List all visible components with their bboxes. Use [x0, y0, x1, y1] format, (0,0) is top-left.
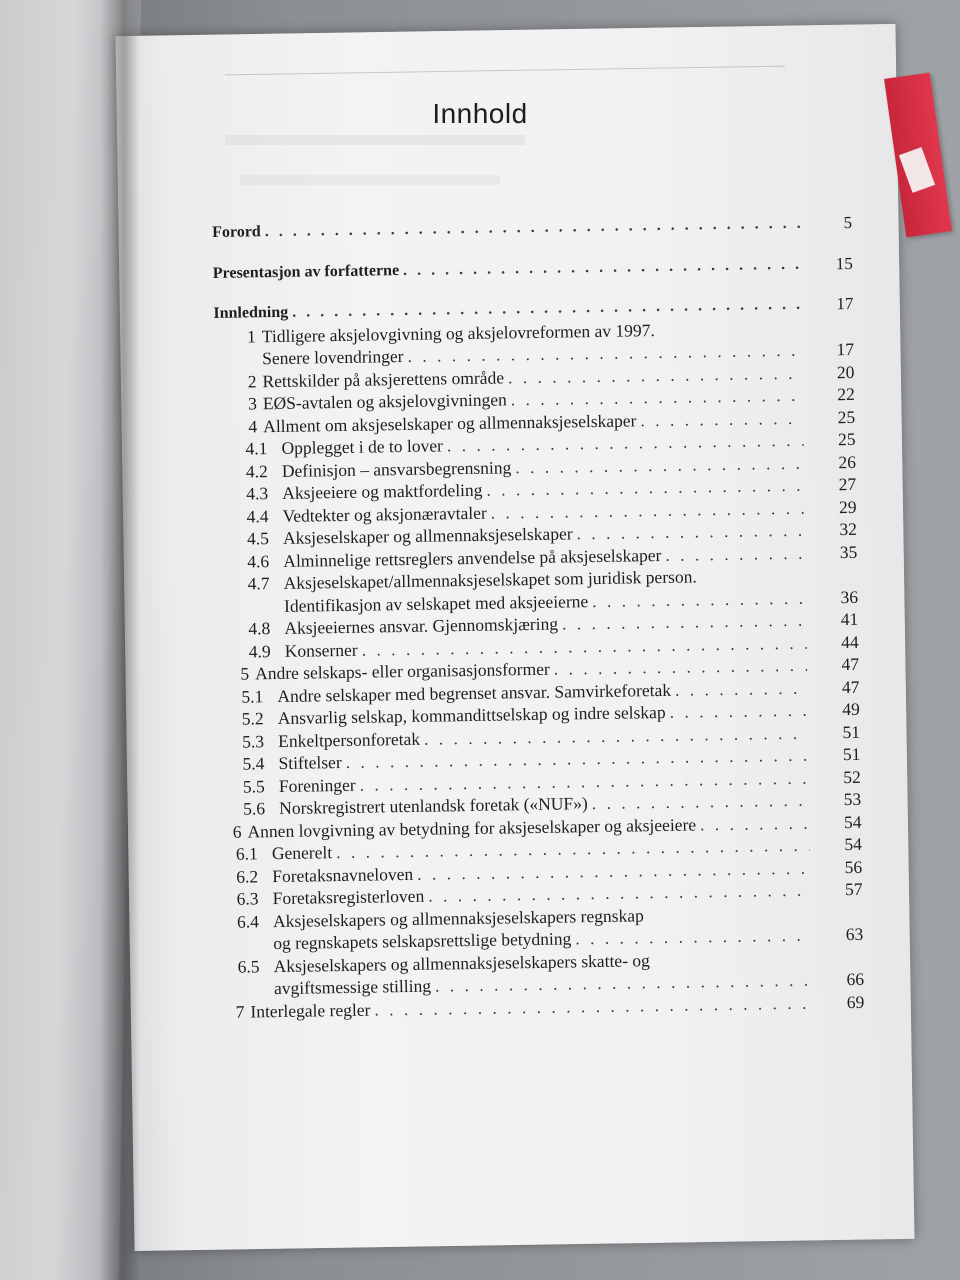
- toc-entry-number: 4.6: [247, 550, 270, 571]
- toc-entry-title: Rettskilder på aksjerettens område: [262, 366, 505, 391]
- toc-entry-title: Foreninger: [278, 774, 356, 796]
- toc-entry-title: Stiftelser: [278, 752, 342, 774]
- toc-entry-title: Foretaksnavneloven: [272, 863, 414, 886]
- toc-page-number: 36: [840, 586, 859, 607]
- toc-entry-title: Aksjeselskapers og allmennaksjeselskapers regnskap: [272, 904, 644, 931]
- toc-page-number: 15: [835, 253, 853, 273]
- toc-entry-title: Presentasjon av forfatterne: [212, 261, 400, 282]
- spine-shadow: [100, 0, 140, 1280]
- toc-page-number: 41: [840, 608, 859, 630]
- toc-entry-title: Alminnelige rettsreglers anvendelse på aksjeselskaper: [283, 544, 662, 571]
- toc-entry-title: Definisjon – ansvarsbegrensning: [281, 456, 512, 481]
- toc-entry-number: 3: [247, 393, 258, 414]
- toc-page-number: 17: [836, 338, 855, 360]
- toc-page-number: 44: [841, 631, 859, 652]
- toc-page-number: 66: [846, 968, 865, 990]
- toc-entry-title-cont: avgiftsmessige stilling: [273, 975, 432, 999]
- toc-page-number: 54: [844, 833, 863, 855]
- toc-page-number: 22: [837, 383, 855, 405]
- toc-entry-title: Andre selskaps- eller organisasjonsformer: [254, 658, 550, 684]
- toc-entry-title-cont: Identifikasjon av selskapet med aksjeeierne: [283, 590, 589, 616]
- show-through-shadow: [240, 175, 500, 185]
- toc-entry-number: 5.6: [243, 798, 266, 819]
- toc-entry-title: Konserner: [284, 639, 358, 661]
- toc-page-number: 47: [841, 653, 860, 675]
- toc-entry-title: Aksjeeiere og maktfordeling: [282, 479, 483, 503]
- toc-page-number: 54: [843, 811, 862, 832]
- toc-page-number: 25: [837, 428, 856, 450]
- toc-entry-number: 4.2: [245, 460, 268, 481]
- toc-entry-title: Foretaksregisterloven: [272, 885, 425, 909]
- toc-page-number: 47: [841, 676, 860, 697]
- toc-entry-title: Enkeltpersonforetak: [277, 728, 421, 751]
- toc-entry-title: Opplegget i de to lover: [281, 435, 444, 458]
- toc-entry-title: Vedtekter og aksjonæravtaler: [282, 502, 487, 526]
- dot-leader: [669, 699, 807, 724]
- toc-entry-title-cont: og regnskapets selskapsrettslige betydning: [273, 928, 572, 954]
- toc-page-number: 17: [836, 293, 854, 314]
- toc-entry-number: 5: [240, 663, 250, 684]
- toc-entry-number: 4.8: [248, 618, 271, 639]
- toc-page-number: 32: [839, 518, 858, 540]
- toc-entry-title: Forord: [212, 223, 261, 241]
- toc-page-number: 20: [836, 361, 855, 382]
- toc-entry-number: 4.1: [245, 438, 268, 459]
- toc-entry-title: Aksjeselskaper og allmennaksjeselskaper: [282, 523, 573, 548]
- toc-entry-title: Generelt: [271, 842, 333, 864]
- toc-page-number: 29: [838, 496, 857, 517]
- toc-entry-number: 6: [232, 821, 242, 842]
- toc-entry-number: 6.1: [235, 843, 258, 864]
- toc-entry-number: 5.4: [242, 753, 265, 774]
- toc-entry-number: 1: [246, 325, 256, 346]
- toc-entry-number: 4.5: [246, 528, 270, 549]
- toc-entry-title: Aksjeselskapet/allmennaksjeselskapet som juridisk person.: [283, 566, 697, 593]
- toc-page-number: 25: [837, 406, 856, 427]
- toc-entry-title: Annen lovgivning av betydning for aksjeselskaper og aksjeeiere: [247, 813, 697, 842]
- toc-entry-number: 5.1: [241, 685, 264, 707]
- toc-page-number: 35: [839, 541, 858, 562]
- toc-entry-number: 6.3: [236, 888, 259, 909]
- toc-entry-title: Norskregistrert utenlandsk foretak («NUF»): [279, 793, 588, 819]
- toc-entry-title: Andre selskaper med begrenset ansvar. Samvirkeforetak: [277, 679, 672, 706]
- toc-page-number: 51: [842, 743, 861, 765]
- dot-leader: [592, 586, 806, 612]
- toc-entry-number: 6.4: [236, 910, 260, 932]
- toc-entry-title: Allment om aksjeselskaper og allmennaksjeselskaper: [263, 409, 637, 436]
- toc-entry-number: 2: [247, 370, 257, 391]
- toc-entry-number: 5.2: [241, 708, 264, 729]
- toc-page-number: 69: [846, 991, 865, 1012]
- toc-entry-number: 4.7: [247, 573, 270, 594]
- toc-entry-number: 4.3: [246, 483, 269, 504]
- toc-entry-number: 6.5: [237, 955, 260, 977]
- toc-entry-title: Aksjeselskapers og allmennaksjeselskapers skatte- og: [273, 949, 650, 976]
- toc-page-number: 49: [842, 698, 860, 720]
- dot-leader: [665, 541, 805, 566]
- toc-page-number: 51: [842, 721, 861, 742]
- toc-page-number: 53: [843, 788, 862, 810]
- toc-page-number: 63: [845, 923, 864, 945]
- toc-entry-number: 7: [235, 1001, 245, 1022]
- toc-page-number: 57: [844, 878, 863, 900]
- page-title: Innhold: [432, 98, 528, 129]
- show-through-shadow: [225, 135, 525, 145]
- toc-entry-title: Tidligere aksjelovgivning og aksjelovreformen av 1997.: [261, 319, 655, 346]
- toc-entry-number: 5.5: [242, 775, 265, 797]
- toc-entry-title: Interlegale regler: [250, 999, 371, 1021]
- toc-page-number: 5: [843, 212, 853, 233]
- toc-entry-title: Ansvarlig selskap, kommandittselskap og indre selskap: [277, 701, 666, 729]
- dot-leader: [640, 406, 803, 431]
- toc-entry-number: 4.4: [246, 505, 269, 526]
- dot-leader: [700, 811, 810, 835]
- toc-page-number: 26: [838, 451, 856, 472]
- table-of-contents: [212, 212, 865, 1023]
- toc-entry-title: Aksjeeiernes ansvar. Gjennomskjæring: [284, 613, 559, 638]
- toc-entry-number: 6.2: [236, 865, 259, 887]
- toc-entry-title: EØS-avtalen og aksjelovgivningen: [262, 389, 507, 414]
- toc-entry-title: Innledning: [213, 303, 289, 322]
- toc-entry-title-cont: Senere lovendringer: [261, 346, 404, 369]
- toc-page-number: 52: [843, 766, 861, 787]
- toc-entry-number: 4.9: [248, 640, 271, 661]
- toc-page-number: 27: [838, 473, 857, 495]
- toc-entry-number: 4: [248, 415, 258, 436]
- toc-entry-number: 5.3: [242, 730, 265, 752]
- toc-page-number: 56: [844, 856, 863, 877]
- dot-leader: [675, 676, 808, 701]
